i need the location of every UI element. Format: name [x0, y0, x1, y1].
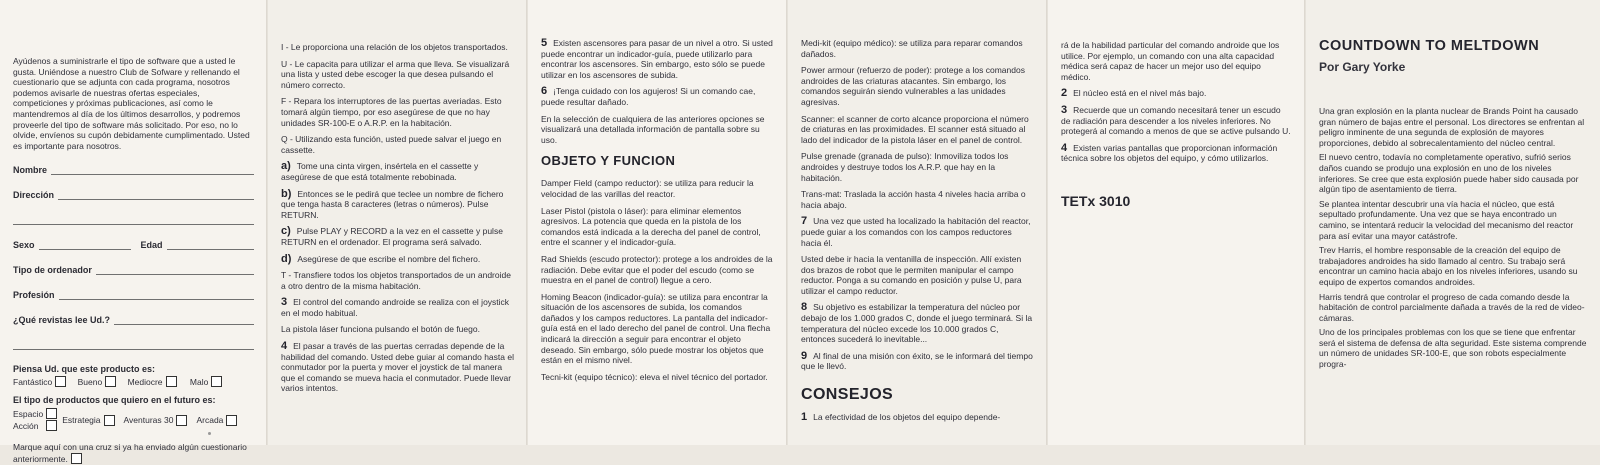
rule-8: 8 Su objetivo es estabilizar la temperatura del núcleo por debajo de los 1.000 grados C, donde el juego terminará. Si la temperatura del núcleo excede los 10.000 grados C, entonces sucederá lo inevitable...	[801, 301, 1033, 345]
mediocre-checkbox[interactable]	[166, 376, 177, 387]
club-intro: Ayúdenos a suministrarle el tipo de software que a usted le gusta. Uniéndose a nuestro Club de Sofware y rellenando el cuestionario que se adjunta con cada programa, nosotros podemos avisarle de nuestras ofertas especiales, competiciones y próximas publicaciones, así como le mantendremos al día de los últimos desarrollos, y podremos proveerle del tipo de software más solicitado. Por eso, no lo olvide, envíenos su cupón debidamente cumplimentado. Usted es importante para nosotros.	[13, 56, 250, 151]
print-speck	[208, 432, 211, 435]
selection-info: En la selección de cualquiera de las anteriores opciones se visualizará una detallada información de pantalla sobre su uso.	[541, 113, 765, 145]
item-tecni: Tecni-kit (equipo técnico): eleva el nivel técnico del portador.	[541, 371, 768, 382]
futuro-label: El tipo de productos que quiero en el futuro es:	[13, 395, 216, 406]
option-l: I - Le proporciona una relación de los objetos transportados.	[281, 42, 508, 52]
item-rad: Rad Shields (escudo protector): protege a los androides de la radiación. Debe evitar que el poder del escudo (como se muestra en el panel de control) llegue a cero.	[541, 253, 773, 286]
option-u: U - Le capacita para utilizar el arma que lleva. Se visualizará una lista y usted debe escoger la que desea pulsando el número correcto.	[281, 58, 510, 90]
item-power: Power armour (refuerzo de poder): protege a los comandos androides de las criaturas atacantes. Sin embargo, los comandos seguirán siendo vulnerables a las unidades agresivas.	[801, 65, 1025, 107]
edad-field[interactable]	[167, 240, 254, 250]
edad-label: Edad	[140, 240, 163, 251]
story-p2: El nuevo centro, todavía no completamente operativo, sufrió serios daños cuando se produjo una explosión en uno de los niveles inferiores. Se cree que esta explosión puede haber sido causada por algún tipo de asentamiento de tierra.	[1319, 152, 1579, 195]
rule-5: 5 Existen ascensores para pasar de un nivel a otro. Si usted puede encontrar un indicador-guía, puede utilizarlo para encontrar los ascensores. Sin embargo, esto sólo se puede utilizar en los ascensores de subida.	[541, 37, 773, 80]
item-pulse: Pulse grenade (granada de pulso): Inmoviliza todos los androides y destruye todos los A.R.P. que hay en la habitación.	[801, 151, 1009, 183]
tip-3: 3 Recuerde que un comando necesitará tener un escudo de radiación para descender a los niveles inferiores. No protegerá al comando a menos de que se active pulsando U.	[1061, 103, 1291, 137]
option-f: F - Repara los interruptores de las puertas averiadas. Esto tomará algún tiempo, por eso asegúrese de que no hay unidades SR-100-E o A.R.P. en la habitación.	[281, 96, 502, 128]
option-q: Q - Utilizando esta función, usted puede salvar el juego en cassette.	[281, 134, 502, 155]
instructions-panel-3	[788, 0, 1046, 445]
profesion-field[interactable]: Profesión	[13, 290, 254, 300]
game-title: COUNTDOWN TO MELTDOWN	[1319, 38, 1540, 54]
item-transmat: Trans-mat: Traslada la acción hasta 4 niveles hacia arriba o hacia abajo.	[801, 189, 1026, 210]
item-homing: Homing Beacon (indicador-guía): se utiliza para encontrar la situación de los ascensores de subida, los comandos dañados y los campos reductores. La pantalla del indicador-guía está en el lado derecho del panel de control. Una flecha indicará la dirección a seguir para encontrar el objeto deseado. Sin embargo, sólo puede mostrar los objetos que están en el mismo nivel.	[541, 291, 771, 366]
revistas-extra-line[interactable]	[13, 340, 254, 350]
rule-6: 6 ¡Tenga cuidado con los agujeros! Si un comando cae, puede resultar dañado.	[541, 85, 756, 107]
step-a: a) Tome una cinta virgen, insértela en el cassette y asegúrese de que está totalmente rebobinada.	[281, 160, 479, 182]
revistas-field[interactable]: ¿Qué revistas lee Ud.?	[13, 315, 254, 325]
instructions-panel-1	[268, 0, 526, 445]
espacio-checkbox[interactable]	[46, 408, 57, 419]
item-damper: Damper Field (campo reductor): se utiliza para reducir la velocidad de las varillas del reactor.	[541, 178, 754, 199]
ordenador-field[interactable]: Tipo de ordenador	[13, 265, 254, 275]
story-p4: Trev Harris, el hombre responsable de la creación del equipo de trabajadores androides ha sido llamado al centro. Su trabajo será encontrar un camino hacia abajo en los niveles inferiores, usando su equipo de expertos comandos androides.	[1319, 245, 1578, 287]
genre-options: Espacio Acción Estrategia Aventuras 30 Arcada	[13, 408, 254, 432]
arcada-checkbox[interactable]	[226, 415, 237, 426]
tip-1: 1 La efectividad de los objetos del equipo depende-	[801, 411, 1001, 424]
instructions-panel-2	[528, 0, 786, 445]
step-c: c) Pulse PLAY y RECORD a la vez en el cassette y pulse RETURN en el ordenador. El programa será salvado.	[281, 225, 503, 247]
item-scanner: Scanner: el scanner de corto alcance proporciona el número de criaturas en las proximidades. El scanner está situado al lado del indicador de la pistola láser en el panel de control.	[801, 113, 1029, 145]
tip-1-cont: rá de la habilidad particular del comando androide que los utilice. Por ejemplo, un comando con una alta capacidad médica será capaz de hacer un mejor uso del equipo médico.	[1061, 40, 1280, 82]
bueno-checkbox[interactable]	[105, 376, 116, 387]
author: Por Gary Yorke	[1319, 60, 1406, 74]
objeto-heading: OBJETO Y FUNCION	[541, 153, 676, 169]
story-p3: Se plantea intentar descubrir una vía hacia el núcleo, que está sepultado profundamente. Una vez que se haya encontrado un camino, se intentará reducir la velocidad del mecanismo del reactor para así evitar una mayor catástrofe.	[1319, 198, 1574, 241]
rating-options: Fantástico Bueno Mediocre Malo	[13, 376, 254, 387]
rule-9: 9 Al final de una misión con éxito, se le informará del tiempo que le llevó.	[801, 349, 1033, 372]
rule-3-laser: La pistola láser funciona pulsando el botón de fuego.	[281, 324, 480, 335]
step-d: d) Asegúrese de que escribe el nombre del fichero.	[281, 252, 481, 265]
story-p1: Una gran explosión en la planta nuclear de Brands Point ha causado gran número de bajas entre el personal. Los directores se enfrentan al peligro inminente de una segunda de explosión de mayores proporciones, debido al sobrecalentamiento del núcleo central.	[1319, 106, 1585, 148]
consejos-heading: CONSEJOS	[801, 386, 894, 404]
accion-checkbox[interactable]	[46, 420, 57, 431]
fantastico-checkbox[interactable]	[55, 376, 66, 387]
rule-4: 4 El pasar a través de las puertas cerradas depende de la habilidad del comando. Usted debe guiar al comando hasta el conmutador por la puerta y mover el joystick de tal manera que el comando se mueva hacia el conmutador. Puede llevar varios intentos.	[281, 340, 514, 394]
brand-logo: TETx 3010	[1061, 193, 1131, 209]
rule-3: 3 El control del comando androide se realiza con el joystick en el modo habitual.	[281, 296, 510, 318]
malo-checkbox[interactable]	[211, 376, 222, 387]
step-b: b) Entonces se le pedirá que teclee un nombre de fichero que tenga hasta 8 caracteres (letras o números). Pulse RETURN.	[281, 187, 504, 220]
estrategia-checkbox[interactable]	[104, 415, 115, 426]
rule-7: 7 Una vez que usted ha localizado la habitación del reactor, puede guiar a los comandos con los campos reductores hacia él.	[801, 215, 1031, 248]
story-p6: Uno de los principales problemas con los que se tiene que enfrentar será el sistema de defensa de alta seguridad. Este sistema comprende un número de unidades SR-100-E, que son robots especialmente progra-	[1319, 327, 1587, 370]
previous-sent-checkbox[interactable]	[71, 453, 82, 464]
item-medi: Medi-kit (equipo médico): se utiliza para reparar comandos dañados.	[801, 38, 1023, 59]
piensa-label: Piensa Ud. que este producto es:	[13, 364, 156, 375]
questionnaire-panel	[0, 0, 266, 464]
direccion-field[interactable]: Dirección	[13, 190, 254, 200]
direccion-extra-line[interactable]	[13, 215, 254, 225]
aventuras-checkbox[interactable]	[176, 415, 187, 426]
tips-panel	[1048, 0, 1304, 445]
story-panel	[1306, 0, 1600, 445]
sexo-field[interactable]	[39, 240, 131, 250]
tip-2: 2 El núcleo está en el nivel más bajo.	[1061, 87, 1207, 100]
marque-text: Marque aquí con una cruz si ya ha enviado algún cuestionario anteriormente.	[13, 442, 247, 464]
story-p5: Harris tendrá que controlar el progreso de cada comando desde la habitación de control parcialmente dañada a través de la red de video-cámaras.	[1319, 291, 1585, 323]
sexo-label: Sexo	[13, 240, 35, 251]
nombre-field[interactable]: Nombre	[13, 165, 254, 175]
sexo-edad-row	[13, 240, 254, 250]
tip-4: 4 Existen varias pantallas que proporcionan información técnica sobre los objetos del equipo, y cómo utilizarlos.	[1061, 141, 1278, 164]
option-t: T - Transfiere todos los objetos transportados de un androide a otro dentro de la misma habitación.	[281, 270, 511, 291]
rule-7-inspection: Usted debe ir hacia la ventanilla de inspección. Allí existen dos brazos de robot que le permiten manipular el campo reductor. Ponga a su comando en posición y pulse U, para utilizar el campo reductor.	[801, 254, 1022, 296]
item-laser: Laser Pistol (pistola o láser): para eliminar elementos agresivos. La potencia que queda en la pistola de los comandos está indicada a la derecha del panel de control, entre el scanner y el indicador-guía.	[541, 205, 761, 248]
